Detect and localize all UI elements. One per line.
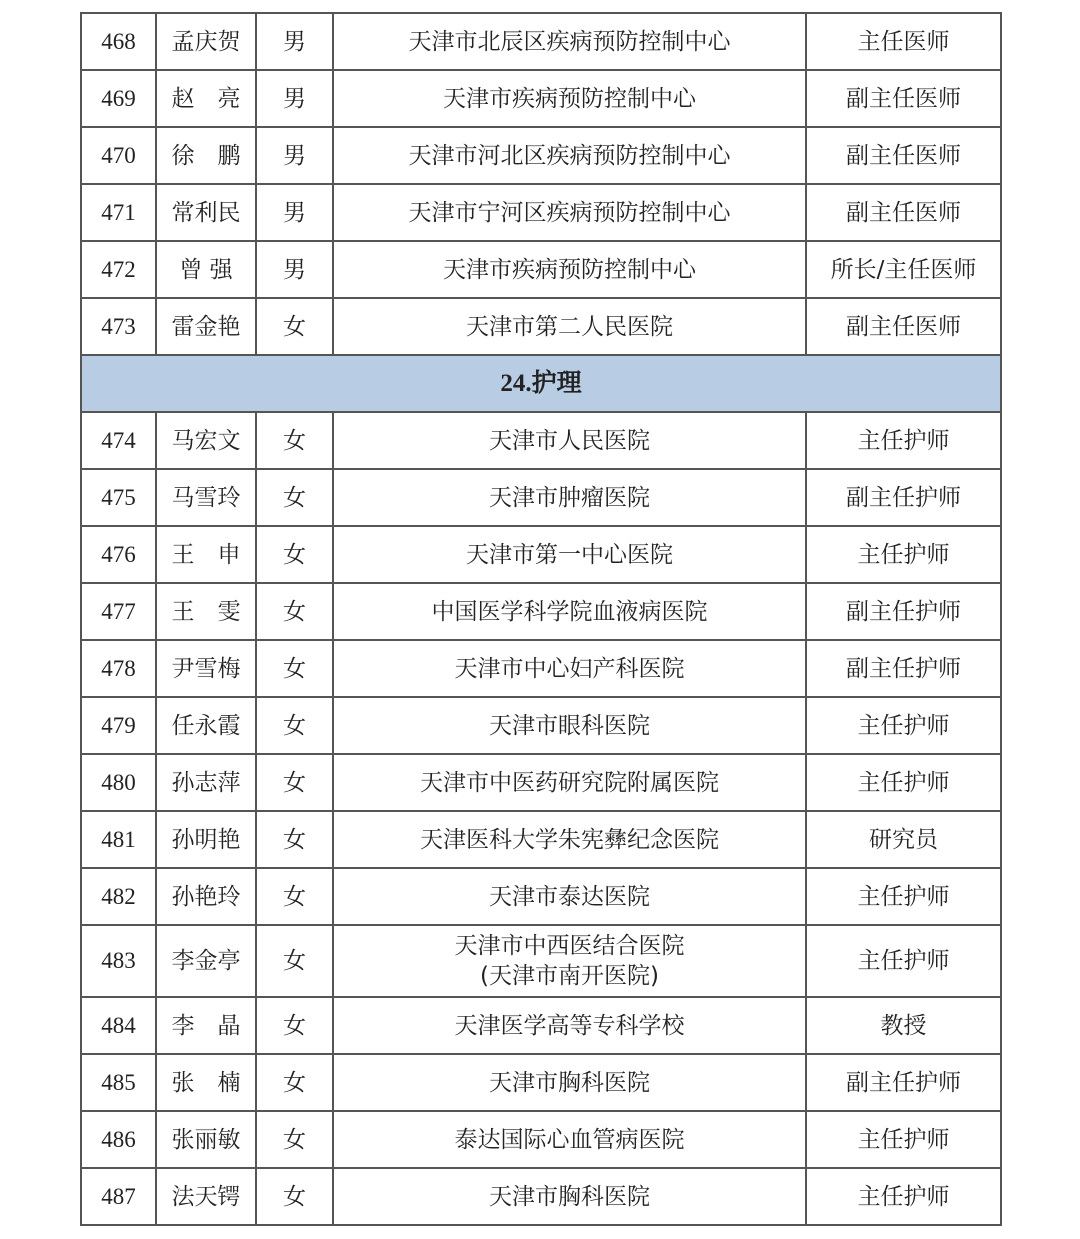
job-title-cell: 研究员 (806, 811, 1001, 868)
job-title-cell: 主任护师 (806, 1168, 1001, 1225)
organization-cell: 天津市肿瘤医院 (333, 469, 806, 526)
table-row (81, 697, 1001, 754)
gender-cell: 女 (256, 997, 333, 1054)
table-row (81, 811, 1001, 868)
row-number-cell: 476 (81, 526, 156, 583)
job-title-cell: 副主任医师 (806, 70, 1001, 127)
person-name-cell: 王 申 (156, 526, 256, 583)
organization-cell: 中国医学科学院血液病医院 (333, 583, 806, 640)
row-number-cell: 487 (81, 1168, 156, 1225)
organization-cell: 天津市眼科医院 (333, 697, 806, 754)
person-name-cell: 马雪玲 (156, 469, 256, 526)
gender-cell: 女 (256, 1168, 333, 1225)
gender-cell: 女 (256, 412, 333, 469)
job-title-cell: 副主任护师 (806, 469, 1001, 526)
organization-cell: 天津市人民医院 (333, 412, 806, 469)
gender-cell: 男 (256, 241, 333, 298)
row-number-cell: 486 (81, 1111, 156, 1168)
job-title-cell: 副主任护师 (806, 1054, 1001, 1111)
expert-list-table (80, 12, 1002, 1226)
organization-cell: 天津市河北区疾病预防控制中心 (333, 127, 806, 184)
row-number-cell: 482 (81, 868, 156, 925)
gender-cell: 女 (256, 298, 333, 355)
row-number-cell: 477 (81, 583, 156, 640)
gender-cell: 女 (256, 697, 333, 754)
organization-cell: 天津市第一中心医院 (333, 526, 806, 583)
gender-cell: 女 (256, 1054, 333, 1111)
job-title-cell: 所长/主任医师 (806, 241, 1001, 298)
row-number-cell: 471 (81, 184, 156, 241)
organization-cell: 天津市泰达医院 (333, 868, 806, 925)
person-name-cell: 曾 强 (156, 241, 256, 298)
person-name-cell: 徐 鹏 (156, 127, 256, 184)
gender-cell: 男 (256, 13, 333, 70)
organization-cell: 天津市疾病预防控制中心 (333, 241, 806, 298)
job-title-cell: 主任医师 (806, 13, 1001, 70)
person-name-cell: 张 楠 (156, 1054, 256, 1111)
person-name-cell: 张丽敏 (156, 1111, 256, 1168)
table-row (81, 583, 1001, 640)
job-title-cell: 主任护师 (806, 412, 1001, 469)
job-title-cell: 主任护师 (806, 526, 1001, 583)
table-body (81, 13, 1001, 1225)
organization-cell: 天津市中医药研究院附属医院 (333, 754, 806, 811)
organization-cell: 天津市中心妇产科医院 (333, 640, 806, 697)
table-row (81, 526, 1001, 583)
organization-cell: 天津市中西医结合医院 (天津市南开医院) (333, 925, 806, 997)
row-number-cell: 475 (81, 469, 156, 526)
section-header-row (81, 355, 1001, 412)
table-row (81, 997, 1001, 1054)
organization-cell: 天津市北辰区疾病预防控制中心 (333, 13, 806, 70)
person-name-cell: 李金亭 (156, 925, 256, 997)
person-name-cell: 尹雪梅 (156, 640, 256, 697)
job-title-cell: 副主任护师 (806, 583, 1001, 640)
gender-cell: 女 (256, 469, 333, 526)
person-name-cell: 赵 亮 (156, 70, 256, 127)
person-name-cell: 孙明艳 (156, 811, 256, 868)
table-row (81, 925, 1001, 997)
table-row (81, 1168, 1001, 1225)
row-number-cell: 468 (81, 13, 156, 70)
row-number-cell: 483 (81, 925, 156, 997)
organization-cell: 天津市宁河区疾病预防控制中心 (333, 184, 806, 241)
job-title-cell: 主任护师 (806, 754, 1001, 811)
row-number-cell: 478 (81, 640, 156, 697)
job-title-cell: 副主任医师 (806, 298, 1001, 355)
table-row (81, 241, 1001, 298)
organization-cell: 天津市胸科医院 (333, 1168, 806, 1225)
person-name-cell: 孙艳玲 (156, 868, 256, 925)
gender-cell: 女 (256, 811, 333, 868)
table-row (81, 1054, 1001, 1111)
table-row (81, 298, 1001, 355)
person-name-cell: 雷金艳 (156, 298, 256, 355)
organization-cell: 天津市第二人民医院 (333, 298, 806, 355)
organization-cell: 天津医学高等专科学校 (333, 997, 806, 1054)
job-title-cell: 副主任医师 (806, 184, 1001, 241)
row-number-cell: 479 (81, 697, 156, 754)
gender-cell: 男 (256, 184, 333, 241)
person-name-cell: 孙志萍 (156, 754, 256, 811)
person-name-cell: 任永霞 (156, 697, 256, 754)
job-title-cell: 主任护师 (806, 925, 1001, 997)
row-number-cell: 481 (81, 811, 156, 868)
gender-cell: 女 (256, 925, 333, 997)
table-row (81, 1111, 1001, 1168)
row-number-cell: 470 (81, 127, 156, 184)
row-number-cell: 473 (81, 298, 156, 355)
row-number-cell: 484 (81, 997, 156, 1054)
table-row (81, 640, 1001, 697)
person-name-cell: 常利民 (156, 184, 256, 241)
gender-cell: 女 (256, 868, 333, 925)
gender-cell: 男 (256, 127, 333, 184)
gender-cell: 女 (256, 640, 333, 697)
gender-cell: 女 (256, 526, 333, 583)
job-title-cell: 主任护师 (806, 868, 1001, 925)
organization-cell: 天津医科大学朱宪彝纪念医院 (333, 811, 806, 868)
section-title: 24.护理 (81, 355, 1001, 412)
organization-cell: 泰达国际心血管病医院 (333, 1111, 806, 1168)
person-name-cell: 王 雯 (156, 583, 256, 640)
gender-cell: 女 (256, 754, 333, 811)
person-name-cell: 李 晶 (156, 997, 256, 1054)
person-name-cell: 孟庆贺 (156, 13, 256, 70)
gender-cell: 女 (256, 583, 333, 640)
table-row (81, 868, 1001, 925)
table-row (81, 70, 1001, 127)
table-row (81, 127, 1001, 184)
job-title-cell: 主任护师 (806, 697, 1001, 754)
job-title-cell: 副主任医师 (806, 127, 1001, 184)
gender-cell: 女 (256, 1111, 333, 1168)
table-row (81, 412, 1001, 469)
row-number-cell: 472 (81, 241, 156, 298)
table-row (81, 184, 1001, 241)
table-row (81, 469, 1001, 526)
job-title-cell: 教授 (806, 997, 1001, 1054)
job-title-cell: 主任护师 (806, 1111, 1001, 1168)
table-row (81, 13, 1001, 70)
row-number-cell: 480 (81, 754, 156, 811)
row-number-cell: 469 (81, 70, 156, 127)
person-name-cell: 法天锷 (156, 1168, 256, 1225)
table-row (81, 754, 1001, 811)
row-number-cell: 485 (81, 1054, 156, 1111)
organization-cell: 天津市胸科医院 (333, 1054, 806, 1111)
gender-cell: 男 (256, 70, 333, 127)
job-title-cell: 副主任护师 (806, 640, 1001, 697)
organization-cell: 天津市疾病预防控制中心 (333, 70, 806, 127)
row-number-cell: 474 (81, 412, 156, 469)
person-name-cell: 马宏文 (156, 412, 256, 469)
